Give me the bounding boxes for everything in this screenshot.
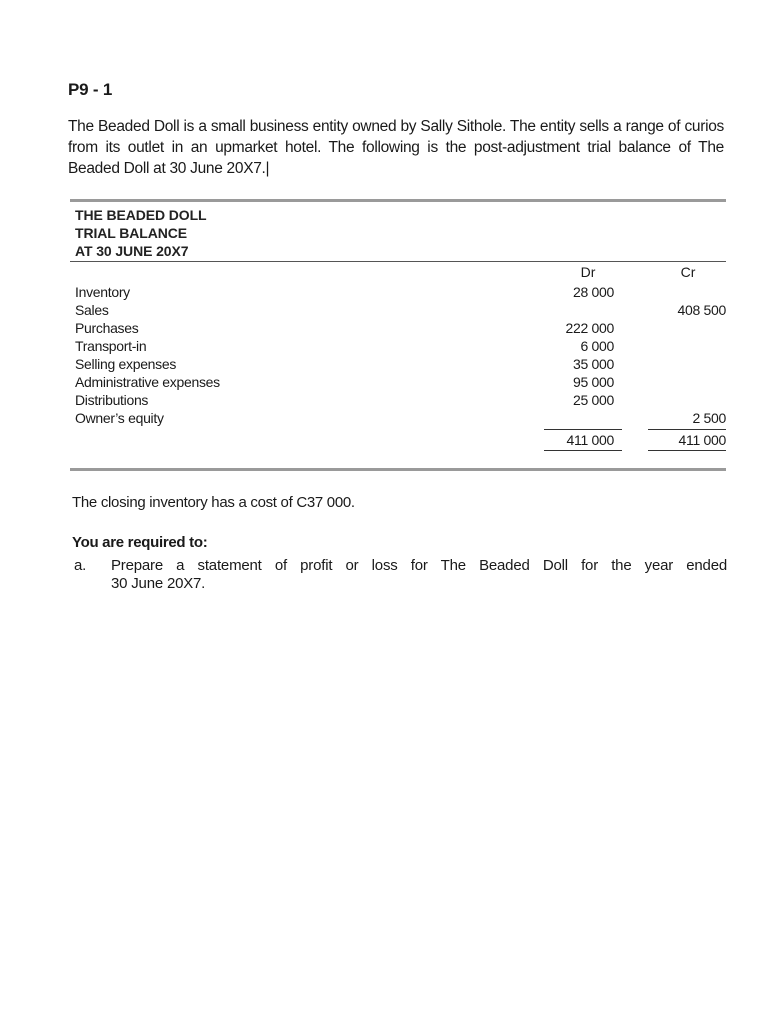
requirement-line-1: Prepare a statement of profit or loss for The Beaded Doll for the year ended — [111, 557, 727, 574]
account-name: Administrative expenses — [75, 374, 220, 390]
account-name: Selling expenses — [75, 356, 177, 372]
dr-total-rule — [544, 429, 622, 430]
title-line-report: TRIAL BALANCE — [75, 225, 187, 241]
account-name: Distributions — [75, 392, 149, 408]
cr-total-rule — [648, 429, 726, 430]
dr-amount: 35 000 — [572, 356, 614, 372]
question-heading: P9 - 1 — [68, 80, 113, 99]
account-name: Transport-in — [75, 338, 147, 354]
dr-amount: 6 000 — [580, 338, 614, 354]
account-name: Inventory — [75, 284, 130, 300]
cr-total-underline — [648, 450, 726, 451]
dr-amount: 95 000 — [572, 374, 614, 390]
title-line-entity: THE BEADED DOLL — [75, 207, 207, 223]
trial-balance-table — [70, 199, 726, 460]
required-heading: You are required to: — [72, 534, 208, 551]
trial-balance-title — [75, 206, 726, 260]
account-name: Owner’s equity — [75, 410, 164, 426]
dr-total: 411 000 — [566, 432, 614, 448]
dr-amount: 28 000 — [572, 284, 614, 300]
closing-inventory-note: The closing inventory has a cost of C37 000. — [72, 494, 355, 511]
dr-amount: 222 000 — [565, 320, 614, 336]
dr-column-header: Dr — [580, 264, 596, 280]
account-name: Sales — [75, 302, 109, 318]
requirement-letter: a. — [74, 557, 87, 574]
dr-total-underline — [544, 450, 622, 451]
cr-total: 411 000 — [678, 432, 726, 448]
account-name: Purchases — [75, 320, 139, 336]
cr-amount: 408 500 — [677, 302, 726, 318]
dr-amount: 25 000 — [572, 392, 614, 408]
cr-amount: 2 500 — [692, 410, 726, 426]
intro-paragraph: The Beaded Doll is a small business entity owned by Sally Sithole. The entity sells a range of curios from its outlet in an upmarket hotel. The following is the post-adjustment trial balance of The Beaded Doll at 30 June 20X7.| — [68, 118, 724, 177]
requirement-text — [111, 557, 727, 593]
trial-balance-body — [70, 262, 726, 460]
title-line-date: AT 30 JUNE 20X7 — [75, 243, 189, 259]
bottom-rule — [70, 468, 726, 471]
cr-column-header: Cr — [680, 264, 696, 280]
top-rule — [70, 199, 726, 202]
requirement-line-2: 30 June 20X7. — [111, 575, 206, 592]
